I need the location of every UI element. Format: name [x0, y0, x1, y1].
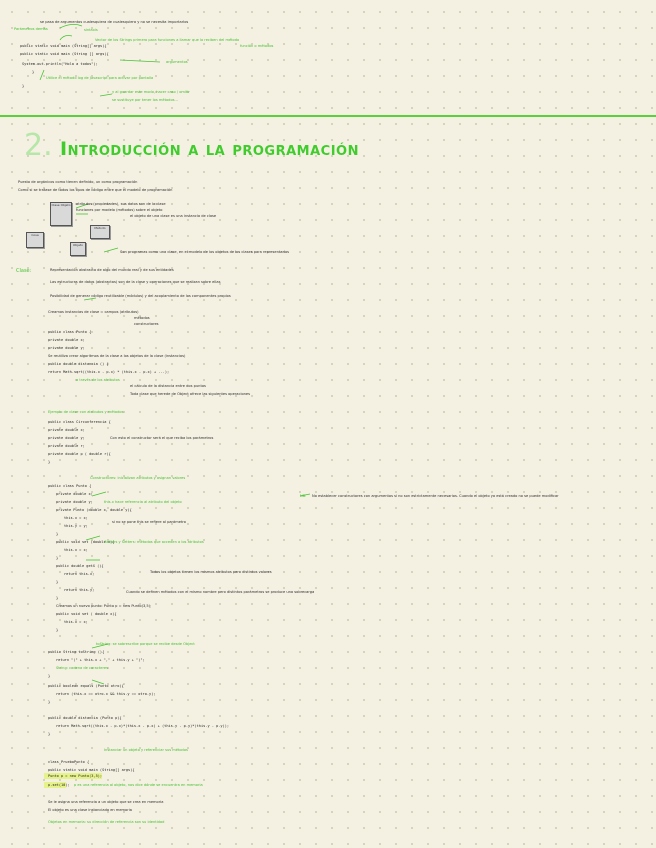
- code-line: public class Punto {: [48, 330, 92, 334]
- code-line: System.out.println("Hola a todos");: [22, 62, 98, 66]
- top-line: Parámetros demás: [14, 27, 48, 31]
- intro-line: Como si se tratase de todos los tipos de código entre que el modelo de programación: [18, 188, 173, 192]
- diagram-box: Cosa: [26, 232, 44, 248]
- code-line: public void set (double x){: [56, 540, 115, 544]
- code-line: private double p ( double r){: [48, 452, 111, 456]
- code-line: private double y;: [48, 346, 85, 350]
- section-title: Introducción a la programación: [60, 138, 359, 160]
- top-line: se pasa de argumentos cualesquiera de cualesquiera y no se necesita importarlos: [40, 20, 189, 24]
- code-line: }: [32, 70, 35, 74]
- diagram-note: Son programas como una clase, en el modelo de los objetos de los clases para representarlos: [120, 250, 290, 254]
- code-line: class PruebaPunto {: [48, 760, 90, 764]
- diagram-note: funciones por modelo (métodos) sobre el objeto: [76, 208, 163, 212]
- code-line: public static void main (String [] args){: [20, 52, 109, 56]
- block2-heading: Ejemplo de clase con atributos y métodos: [48, 410, 124, 414]
- block5-note: Se le asigna una referencia a un objeto que se crea en memoria: [48, 800, 164, 804]
- code-line: private double r;: [48, 444, 85, 448]
- top-line: y al guardar este modo, hacer caso / omitir: [112, 90, 190, 94]
- block5-note: Objetos en memoria: su dirección de referencia son su identidad: [48, 820, 165, 824]
- code-line: }: [48, 732, 51, 736]
- code-line: private double x;: [56, 492, 93, 496]
- top-note: Vector de los Strings primero para funciones a llamar que lo reciben del método: [95, 38, 240, 42]
- diagram-box: Clase Objeto: [50, 202, 72, 226]
- code-line: private double x;: [48, 338, 85, 342]
- code-line: }: [22, 84, 25, 88]
- code-line: }: [48, 674, 51, 678]
- code-line: public double distancia (Punto p){: [48, 716, 122, 720]
- block4-note: toString: se sobrescribe porque se recibe desde Object: [96, 642, 195, 646]
- section-divider: [0, 115, 656, 117]
- diagram-note: atributos (propiedades), sus datos son de la clase: [76, 202, 166, 206]
- code-line: private Punto (double x, double y){: [56, 508, 132, 512]
- block1-note: a través de los atributos: [76, 378, 120, 382]
- code-line: private double x;: [48, 428, 85, 432]
- block5-note: El objeto es una clase instanciada en memoria: [48, 808, 132, 812]
- top-line: Utilice el método log de Javascript para activar por pantalla: [46, 76, 154, 80]
- code-line: this.x = x;: [64, 548, 88, 552]
- code-line: }: [56, 596, 59, 600]
- code-line: Punto p = new Punto(3,5);: [48, 774, 103, 778]
- code-line: return this.y;: [64, 588, 95, 592]
- block5-note: p es una referencia al objeto, nos dice dónde se encuentra en memoria: [74, 783, 203, 787]
- code-line: return "(" + this.x + "," + this.y + ")";: [56, 658, 145, 662]
- code-line: }: [56, 580, 59, 584]
- block3-note: si no se pone this se refiere al parámetro: [112, 520, 186, 524]
- code-line: }: [48, 460, 51, 464]
- block1-note: el cálculo de la distancia entre dos puntos: [130, 384, 206, 388]
- code-line: public double getX (){: [56, 564, 104, 568]
- diagram-note: el objeto de una clase es una instancia de clase: [130, 214, 217, 218]
- block1-note: Toda clase que herede de Object ofrece las siguientes operaciones: [130, 392, 251, 396]
- code-line: private double y;: [56, 500, 93, 504]
- code-line: this.x = x;: [64, 516, 88, 520]
- block1-line: Se reutiliza crear algoritmos de la clase a los objetos de la clase (instancias): [48, 354, 186, 358]
- diagram-box: Método: [90, 225, 110, 239]
- code-line: this.y = y;: [64, 524, 88, 528]
- block3-line: Creamos un nuevo punto: Punto p = new Punto(3,5);: [56, 604, 152, 608]
- top-note: argumentos: [166, 60, 188, 64]
- code-line: }: [56, 628, 59, 632]
- block3-note: Cuando se definen métodos con el mismo nombre pero distintos parámetros se produce una sobrecarga: [126, 590, 315, 594]
- clase-point: Representación abstracta de algo del mundo real y de sus entidades: [50, 268, 174, 272]
- block1-line: Creamos instancias de clase = campos (atributos): [48, 310, 139, 314]
- top-note: función o métodos: [240, 44, 274, 48]
- code-line: return Math.sqrt((this.x - p.x) * (this.x - p.x) + ...);: [48, 370, 170, 374]
- top-line: se sustituye por tener los métodos...: [112, 98, 178, 102]
- clase-label: Clase:: [16, 268, 32, 274]
- code-line: private double y;: [48, 436, 85, 440]
- block3-heading: Constructores: inicializan atributos y asignan valores: [90, 476, 186, 480]
- side-note-text: No establecer constructores con argumentos si no son estrictamente necesarios. Cuando el objeto ya está creado no se puede modificar: [312, 494, 559, 498]
- block3-note: this.x hace referencia al atributo del objeto: [104, 500, 182, 504]
- block1-line: constructores: [134, 322, 159, 326]
- block5-heading: Instanciar un objeto y referenciar sus métodos: [104, 748, 188, 752]
- block3-note: Getters y Setters: métodos que acceden a los atributos: [104, 540, 204, 544]
- code-line: public class Punto {: [48, 484, 92, 488]
- code-line: }: [56, 532, 59, 536]
- block3-note: Todos los objetos tienen los mismos atributos pero distintos valores: [150, 570, 272, 574]
- code-line: }: [48, 700, 51, 704]
- code-line: public boolean equals (Punto otro){: [48, 684, 124, 688]
- clase-point: Posibilidad de generar código reutilizable (módulos) y del acoplamiento de los componentes propios: [50, 294, 231, 298]
- block1-line: métodos: [134, 316, 150, 320]
- code-line: public String toString (){: [48, 650, 105, 654]
- code-line: return Math.sqrt((this.x - p.x)*(this.x - p.x) + (this.y - p.y)*(this.y - p.y));: [56, 724, 230, 728]
- block4-note: String: cadena de caracteres: [56, 666, 108, 670]
- code-line: this.x = x;: [64, 620, 88, 624]
- side-note-label: NB:: [300, 494, 307, 498]
- code-line: public void set ( double x){: [56, 612, 117, 616]
- code-line: public double distancia () {: [48, 362, 109, 366]
- section-number: 2.: [24, 128, 53, 163]
- code-line: public class Circunferencia {: [48, 420, 111, 424]
- code-line: public static void main (String[] args){: [20, 44, 107, 48]
- diagram-box: Objeto: [70, 242, 86, 256]
- clase-point: Las estructuras de datos (abstractas) son de la clase y operaciones que se realizan sobre ellas: [50, 280, 221, 284]
- code-line: return (this.x == otro.x && this.y == otro.y);: [56, 692, 156, 696]
- code-line: return this.x;: [64, 572, 95, 576]
- code-line: }: [56, 556, 59, 560]
- block2-note: Con esto el constructor será el que reciba los parámetros: [110, 436, 214, 440]
- intro-line: Puesto de orgánicos como tienen definido, un como programación: [18, 180, 138, 184]
- code-line: public static void main (String[] args){: [48, 768, 135, 772]
- code-line: p.set(10);: [48, 783, 70, 787]
- top-note: sintaxis: [84, 28, 98, 32]
